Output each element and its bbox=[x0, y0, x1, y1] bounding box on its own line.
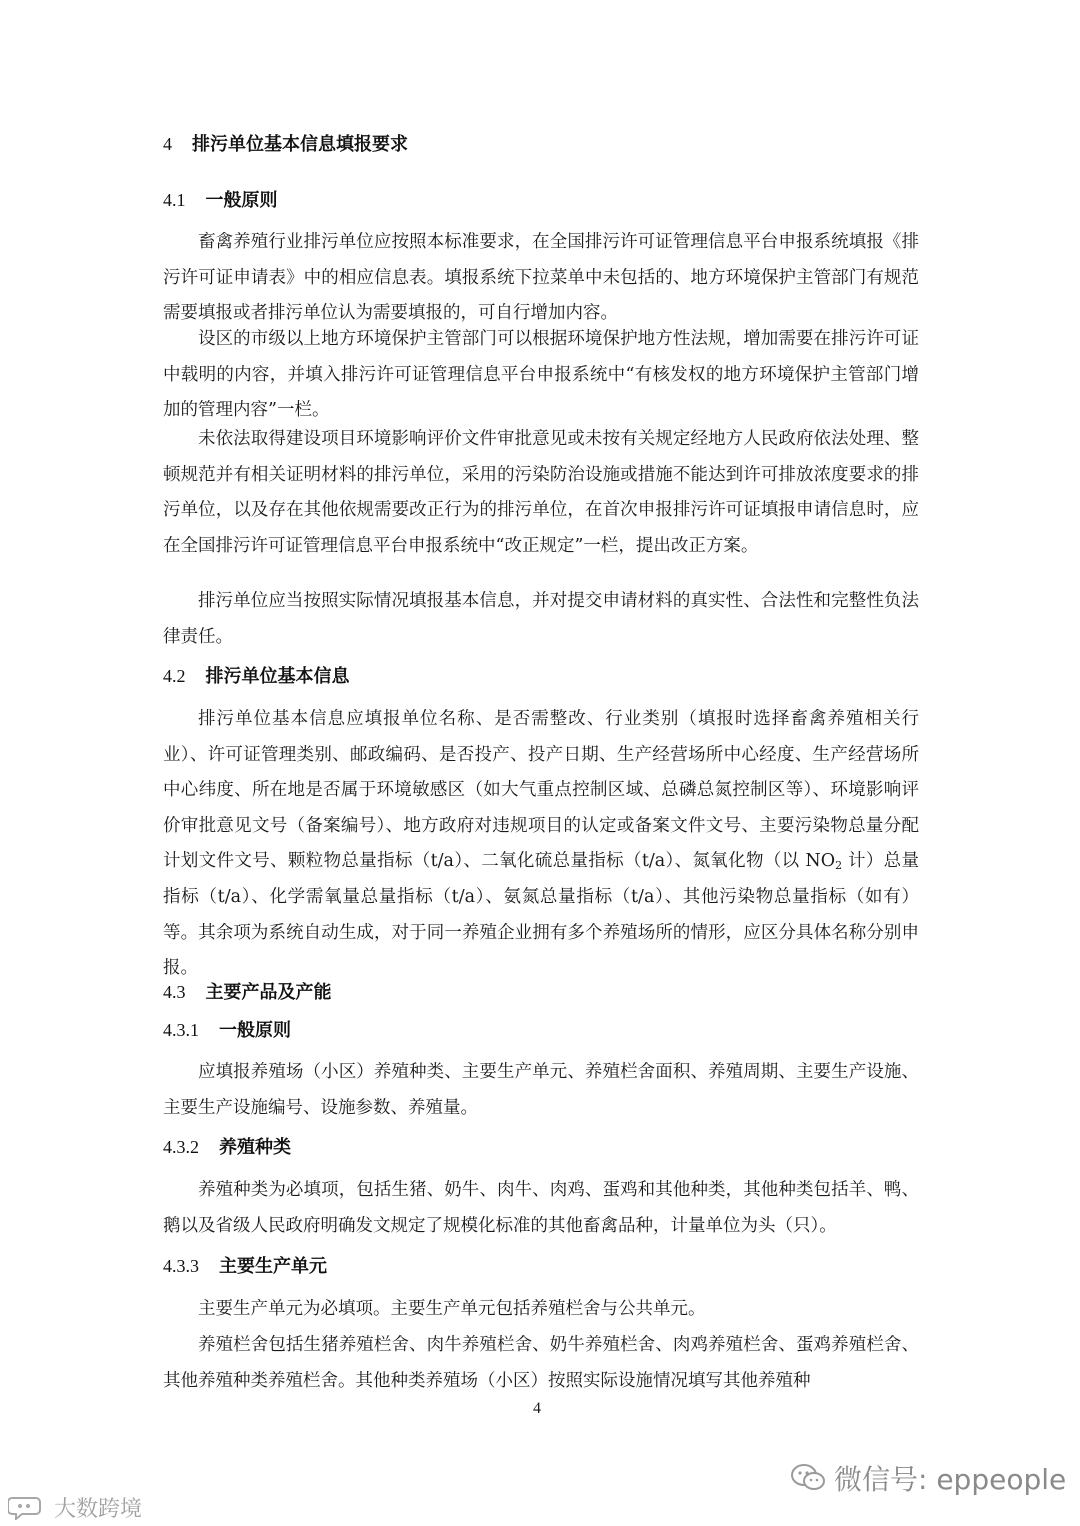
paragraph: 排污单位应当按照实际情况填报基本信息，并对提交申请材料的真实性、合法性和完整性负法律责任。 bbox=[163, 591, 919, 647]
paragraph: 养殖种类为必填项，包括生猪、奶牛、肉牛、肉鸡、蛋鸡和其他种类，其他种类包括羊、鸭、鹅以及省级人民政府明确发文规定了规模化标准的其他畜禽品种，计量单位为头（只）。 bbox=[163, 1180, 919, 1236]
section-heading-4: 4 排污单位基本信息填报要求 bbox=[163, 134, 408, 155]
paragraph: 主要生产单元为必填项。主要生产单元包括养殖栏舍与公共单元。 bbox=[198, 1299, 706, 1319]
page-number: 4 bbox=[533, 1400, 541, 1417]
section-heading-4-3-1: 4.3.1 一般原则 bbox=[163, 1020, 291, 1041]
paragraph: 设区的市级以上地方环境保护主管部门可以根据环境保护地方性法规，增加需要在排污许可证中载明的内容，并填入排污许可证管理信息平台申报系统中“有核发权的地方环境保护主管部门增加的管理内容”一栏。 bbox=[163, 329, 919, 421]
section-heading-4-2: 4.2 排污单位基本信息 bbox=[163, 666, 350, 687]
paragraph: 养殖栏舍包括生猪养殖栏舍、肉牛养殖栏舍、奶牛养殖栏舍、肉鸡养殖栏舍、蛋鸡养殖栏舍、其他养殖种类养殖栏舍。其他种类养殖场（小区）按照实际设施情况填写其他养殖种 bbox=[163, 1335, 919, 1391]
section-heading-4-1: 4.1 一般原则 bbox=[163, 190, 278, 211]
paragraph: 排污单位基本信息应填报单位名称、是否需整改、行业类别（填报时选择畜禽养殖相关行业）、许可证管理类别、邮政编码、是否投产、投产日期、生产经营场所中心经度、生产经营场所中心纬度、所在地是否属于环境敏感区（如大气重点控制区域、总磷总氮控制区等）、环境影响评价审批意见文号（备案编号）、地方政府对违规项目的认定或备案文件文号、主要污染物总量分配计划文件文号、颗粒物总量指标（t/a）、二氧化硫总量指标（t/a）、氮氧化物（以 $NO_2$ 计）总量指标（t/a）、化学需氧量总量指标（t/a）、氨氮总量指标（t/a）、其他污染物总量指标（如有）等。其余项为系统自动生成，对于同一养殖企业拥有多个养殖场所的情形，应区分具体名称分别申报。 bbox=[163, 709, 920, 979]
section-heading-4-3: 4.3 主要产品及产能 bbox=[163, 982, 332, 1003]
section-heading-4-3-2: 4.3.2 养殖种类 bbox=[163, 1137, 291, 1158]
paragraph: 未依法取得建设项目环境影响评价文件审批意见或未按有关规定经地方人民政府依法处理、整顿规范并有相关证明材料的排污单位，采用的污染防治设施或措施不能达到许可排放浓度要求的排污单位，以及存在其他依规需要改正行为的排污单位，在首次申报排污许可证填报申请信息时，应在全国排污许可证管理信息平台申报系统中“改正规定”一栏，提出改正方案。 bbox=[163, 429, 919, 556]
paragraph: 畜禽养殖行业排污单位应按照本标准要求，在全国排污许可证管理信息平台申报系统填报《排污许可证申请表》中的相应信息表。填报系统下拉菜单中未包括的、地方环境保护主管部门有规范需要填报或者排污单位认为需要填报的，可自行增加内容。 bbox=[163, 232, 919, 324]
wechat-watermark: 微信号: eppeople bbox=[790, 1458, 1066, 1498]
section-heading-4-3-3: 4.3.3 主要生产单元 bbox=[163, 1256, 327, 1277]
site-watermark: 大数跨境 bbox=[8, 1492, 142, 1522]
paragraph: 应填报养殖场（小区）养殖种类、主要生产单元、养殖栏舍面积、养殖周期、主要生产设施、主要生产设施编号、设施参数、养殖量。 bbox=[163, 1062, 919, 1118]
wechat-icon bbox=[790, 1462, 826, 1494]
chat-bubble-icon bbox=[8, 1494, 48, 1520]
